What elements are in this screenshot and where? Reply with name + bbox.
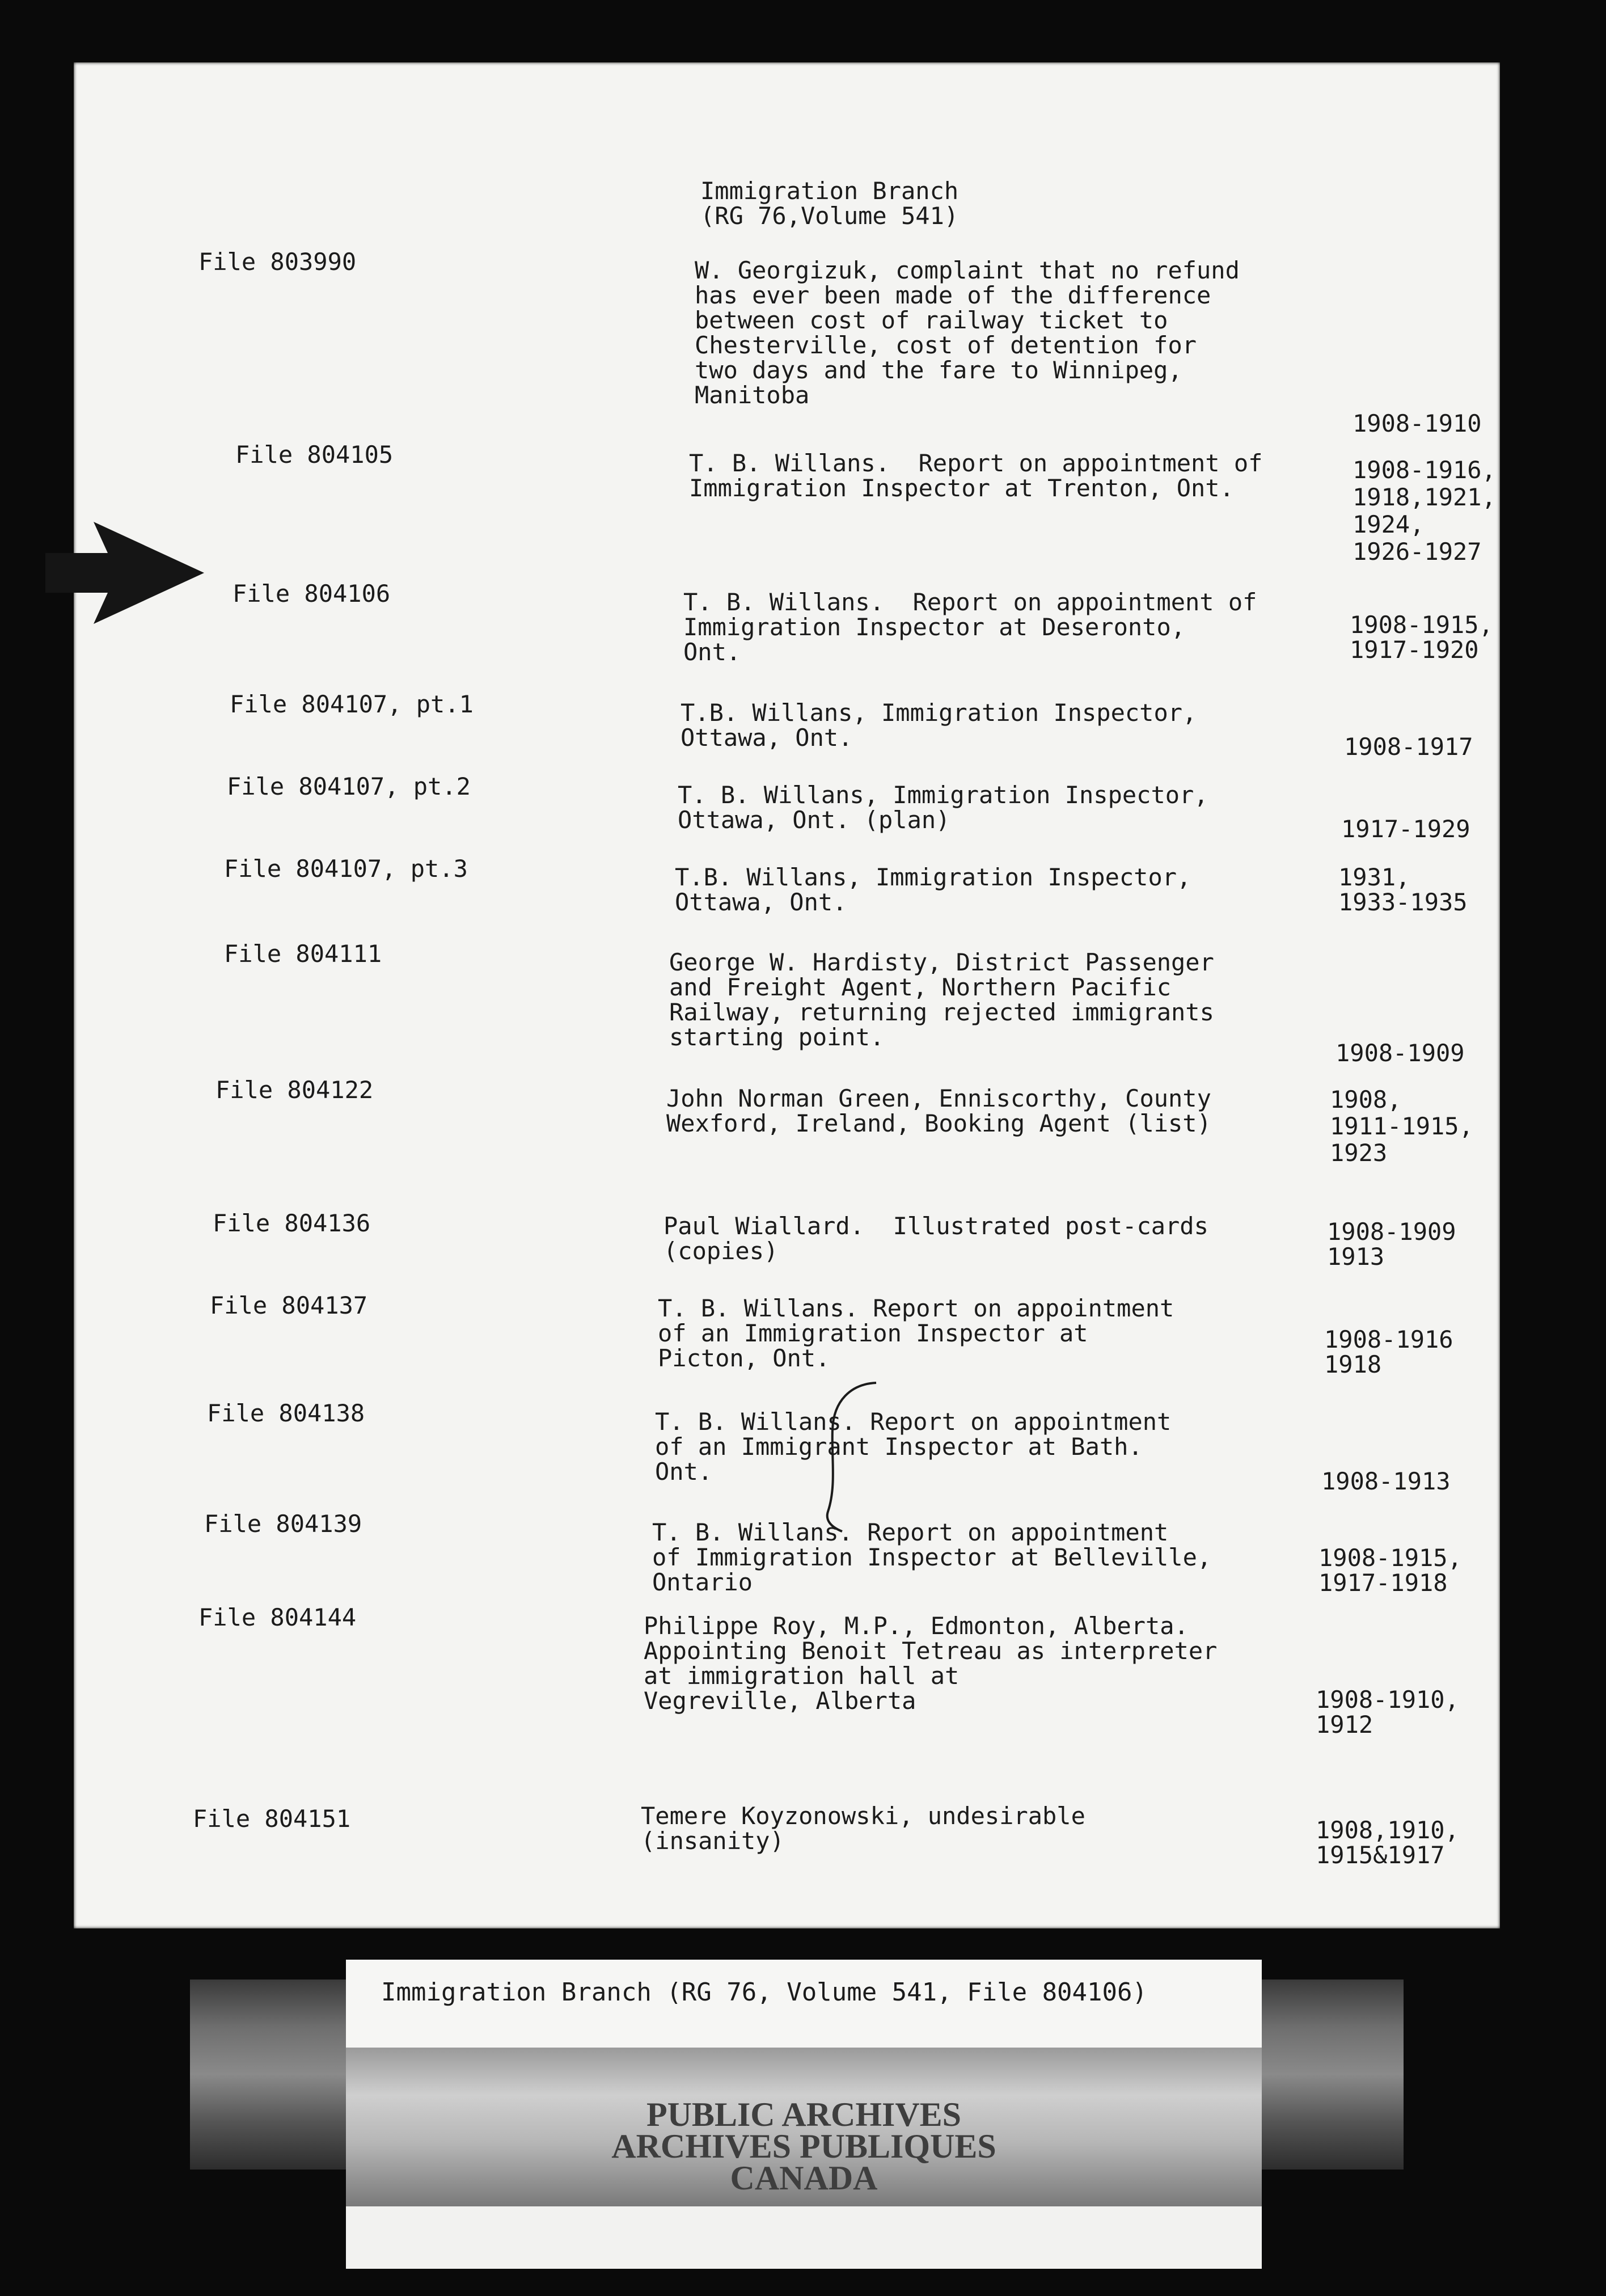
document-page <box>74 62 1500 1928</box>
file-description: Temere Koyzonowski, undesirable (insanity) <box>641 1802 1085 1855</box>
file-dates: 1908-1917 <box>1344 733 1473 761</box>
header-subtitle: (RG 76,Volume 541) <box>700 202 959 230</box>
file-description: W. Georgizuk, complaint that no refund has ever been made of the difference between cost of railway ticket to Chesterville, cost of detention for two days and the fare to Winnipeg, Manitoba <box>695 256 1240 409</box>
file-dates: 1908,1910, 1915&1917 <box>1316 1816 1459 1869</box>
file-dates: 1908-1915, 1917-1920 <box>1350 611 1493 664</box>
archives-stamp <box>346 2096 1262 2197</box>
file-dates: 1908-1915, 1917-1918 <box>1318 1544 1462 1597</box>
document-header <box>700 179 958 229</box>
file-number: File 803990 <box>198 248 357 276</box>
file-description: T. B. Willans. Report on appointment of an Immigrant Inspector at Bath. Ont. <box>655 1408 1172 1485</box>
file-description: T. B. Willans. Report on appointment of Immigration Inspector at Belleville, Ontario <box>652 1518 1212 1596</box>
stamp-line-1: PUBLIC ARCHIVES <box>646 2096 962 2133</box>
file-number: File 804151 <box>193 1805 351 1833</box>
file-description: Philippe Roy, M.P., Edmonton, Alberta. Appointing Benoit Tetreau as interpreter at immigration hall at Vegreville, Alberta <box>644 1612 1218 1715</box>
file-number: File 804111 <box>224 940 382 968</box>
file-dates: 1908, 1911-1915, 1923 <box>1330 1086 1473 1167</box>
file-number: File 804107, pt.2 <box>227 773 471 800</box>
file-number: File 804138 <box>207 1399 365 1427</box>
file-description: T. B. Willans, Immigration Inspector, Ottawa, Ont. (plan) <box>678 781 1208 834</box>
stamp-line-3: CANADA <box>730 2159 878 2197</box>
header-title: Immigration Branch <box>700 177 959 205</box>
file-description: T.B. Willans, Immigration Inspector, Ottawa, Ont. <box>675 863 1191 916</box>
file-dates: 1908-1916 1918 <box>1324 1326 1453 1378</box>
file-number: File 804137 <box>210 1291 368 1319</box>
file-dates: 1908-1916, 1918,1921, 1924, 1926-1927 <box>1353 456 1496 565</box>
file-description: Paul Wiallard. Illustrated post-cards (copies) <box>663 1212 1208 1265</box>
caption-text: Immigration Branch (RG 76, Volume 541, File 804106) <box>381 1978 1148 2007</box>
file-number: File 804107, pt.1 <box>230 690 474 718</box>
file-dates: 1908-1909 1913 <box>1327 1218 1456 1271</box>
file-number: File 804144 <box>198 1603 357 1631</box>
file-description: T. B. Willans. Report on appointment of Immigration Inspector at Trenton, Ont. <box>689 449 1263 502</box>
stamp-line-2: ARCHIVES PUBLIQUES <box>611 2128 996 2165</box>
file-description: T. B. Willans. Report on appointment of an Immigration Inspector at Picton, Ont. <box>658 1294 1174 1372</box>
file-number: File 804122 <box>215 1076 374 1104</box>
file-dates: 1908-1909 <box>1335 1039 1465 1067</box>
pointer-arrow-icon <box>40 510 227 635</box>
file-description: George W. Hardisty, District Passenger and Freight Agent, Northern Pacific Railway, returning rejected immigrants starting point. <box>669 948 1214 1051</box>
file-number: File 804106 <box>233 580 391 607</box>
handwritten-bracket-mark <box>817 1378 879 1537</box>
file-description: T.B. Willans, Immigration Inspector, Ottawa, Ont. <box>681 699 1197 752</box>
file-number: File 804107, pt.3 <box>224 855 468 883</box>
file-description: John Norman Green, Enniscorthy, County Wexford, Ireland, Booking Agent (list) <box>666 1084 1211 1137</box>
file-dates: 1908-1910, 1912 <box>1316 1686 1459 1738</box>
file-description: T. B. Willans. Report on appointment of Immigration Inspector at Deseronto, Ont. <box>683 588 1257 666</box>
file-number: File 804139 <box>204 1510 362 1538</box>
file-dates: 1931, 1933-1935 <box>1338 863 1468 916</box>
caption-card <box>346 1960 1262 2048</box>
bottom-card-edge <box>346 2206 1262 2269</box>
file-dates: 1908-1913 <box>1321 1467 1451 1495</box>
file-number: File 804136 <box>213 1209 371 1237</box>
file-number: File 804105 <box>235 441 394 469</box>
file-dates: 1917-1929 <box>1341 815 1470 843</box>
file-dates: 1908-1910 <box>1353 410 1482 437</box>
